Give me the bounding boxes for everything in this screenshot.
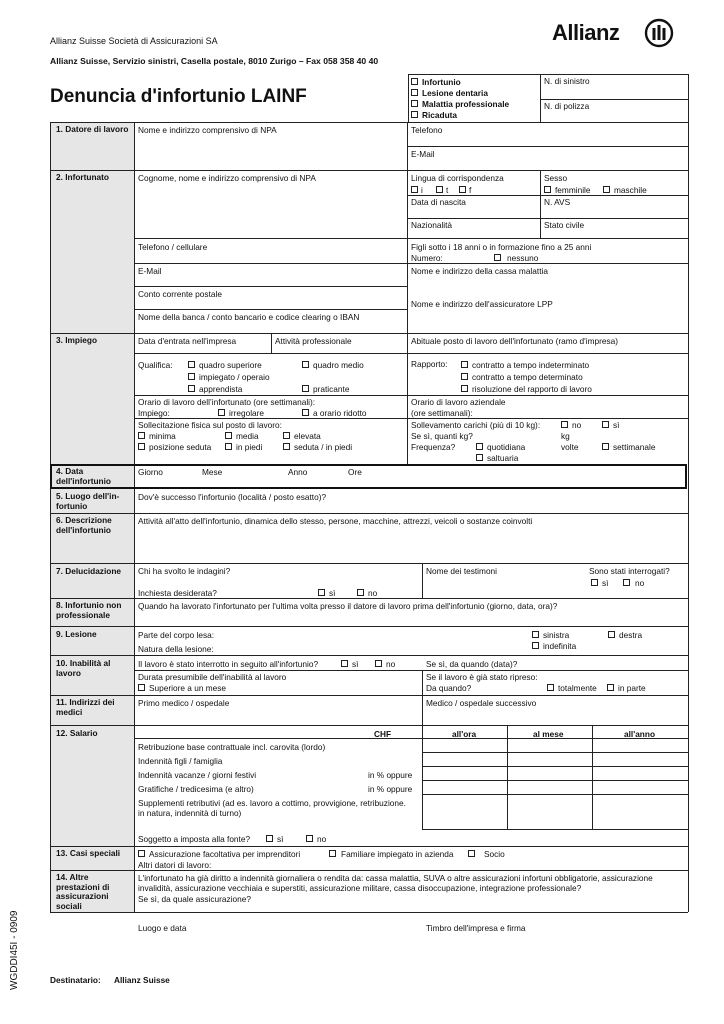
interrogated-label: Sono stati interrogati? xyxy=(589,566,670,576)
impiego-label: Impiego: xyxy=(138,408,170,418)
workplace-label: Abituale posto di lavoro dell'infortunato (ramo d'impresa) xyxy=(411,336,619,346)
section-6-label: 6. Descrizione dell'infortunio xyxy=(56,515,112,535)
undefined-side-checkbox[interactable] xyxy=(532,642,539,649)
tax-yes-checkbox[interactable] xyxy=(266,835,273,842)
investigator-question: Chi ha svolto le indagini? xyxy=(138,566,231,576)
day-label: Giorno xyxy=(138,467,163,477)
bonus-label: Gratifiche / tredicesima (e altro) xyxy=(138,784,254,794)
company-name: Allianz Suisse Società di Assicurazioni SA xyxy=(50,36,218,46)
form-title: Denuncia d'infortunio LAINF xyxy=(50,86,307,107)
q-senior-checkbox[interactable] xyxy=(188,361,195,368)
q-trainee-label: praticante xyxy=(313,384,350,394)
right-checkbox[interactable] xyxy=(608,631,615,638)
lang-i-label: i xyxy=(421,185,423,195)
p-standing-checkbox[interactable] xyxy=(225,443,232,450)
type-relapse-checkbox[interactable] xyxy=(411,111,418,118)
no-children-label: nessuno xyxy=(507,253,539,263)
postal-account-label: Conto corrente postale xyxy=(138,289,222,299)
chf-label: CHF xyxy=(374,729,392,739)
hour-label: Ore xyxy=(348,467,362,477)
section-9-label: 9. Lesione xyxy=(56,629,97,639)
birth-date-label: Data di nascita xyxy=(411,197,466,207)
recipient-value: Allianz Suisse xyxy=(114,975,170,985)
r-fixed-checkbox[interactable] xyxy=(461,373,468,380)
r-fixed-label: contratto a tempo determinato xyxy=(472,372,583,382)
entry-date-label: Data d'entrata nell'impresa xyxy=(138,336,237,346)
right-label: destra xyxy=(619,630,643,640)
place-date-label: Luogo e data xyxy=(138,923,187,933)
kg-unit: kg xyxy=(561,431,570,441)
col-month-label: al mese xyxy=(533,729,564,739)
activity-label: Attività professionale xyxy=(275,336,352,346)
injured-name-label: Cognome, nome e indirizzo comprensivo di NPA xyxy=(138,173,316,183)
left-label: sinistra xyxy=(543,630,570,640)
employer-name-label: Nome e indirizzo comprensivo di NPA xyxy=(138,125,277,135)
irregular-label: irregolare xyxy=(229,408,265,418)
female-checkbox[interactable] xyxy=(544,186,551,193)
col-year-label: all'anno xyxy=(624,729,656,739)
p-minimal-checkbox[interactable] xyxy=(138,432,145,439)
lang-f-label: f xyxy=(469,185,472,195)
rapporto-label: Rapporto: xyxy=(411,359,448,369)
other-benefits-line-2: invalidità, assicurazione vecchiaia e superstiti, assicurazione militare, cassa disoccupazione, integrazione professionale? xyxy=(138,883,582,893)
description-field[interactable] xyxy=(136,528,686,562)
allianz-eagle-icon xyxy=(644,18,674,48)
interrogated-no-label: no xyxy=(635,578,645,588)
place-question: Dov'è successo l'infortunio (località / posto esatto)? xyxy=(138,492,327,502)
q-apprentice-label: apprendista xyxy=(199,384,243,394)
other-benefits-line-3: Se sì, da quale assicurazione? xyxy=(138,894,252,904)
lifting-no-checkbox[interactable] xyxy=(561,421,568,428)
c-entrepreneur-label: Assicurazione facoltativa per imprenditori xyxy=(149,849,301,859)
r-termination-label: risoluzione del rapporto di lavoro xyxy=(472,384,592,394)
interrupted-no-label: no xyxy=(386,659,396,669)
company-hours-label: Orario di lavoro aziendale xyxy=(411,397,506,407)
company-hours-weekly-label: (ore settimanali): xyxy=(411,408,473,418)
lifting-yes-label: sì xyxy=(613,420,620,430)
holiday-pct-label: in % oppure xyxy=(368,770,413,780)
injured-email-label: E-Mail xyxy=(138,266,162,276)
body-part-label: Parte del corpo lesa: xyxy=(138,630,215,640)
freq-occasional-checkbox[interactable] xyxy=(476,454,483,461)
r-permanent-checkbox[interactable] xyxy=(461,361,468,368)
over-month-checkbox[interactable] xyxy=(138,684,145,691)
p-standing-label: in piedi xyxy=(236,442,263,452)
over-month-label: Superiore a un mese xyxy=(149,683,227,693)
interrogated-yes-label: sì xyxy=(602,578,609,588)
hours-label: Orario di lavoro dell’infortunato (ore settimanali): xyxy=(138,397,316,407)
inquiry-no-label: no xyxy=(368,588,378,598)
inquiry-yes-label: sì xyxy=(329,588,336,598)
left-checkbox[interactable] xyxy=(532,631,539,638)
form-code: WGDDI45I - 0909 xyxy=(9,910,20,990)
reduced-hours-checkbox[interactable] xyxy=(302,409,309,416)
interrupted-question: Il lavoro è stato interrotto in seguito all'infortunio? xyxy=(138,659,319,669)
freq-weekly-label: settimanale xyxy=(613,442,656,452)
c-partner-checkbox[interactable] xyxy=(468,850,475,857)
employer-email-label: E-Mail xyxy=(411,149,435,159)
family-allowance-label: Indennità figli / famiglia xyxy=(138,756,223,766)
inquiry-no-checkbox[interactable] xyxy=(357,589,364,596)
type-dental-checkbox[interactable] xyxy=(411,89,418,96)
health-fund-label: Nome e indirizzo della cassa malattia xyxy=(411,266,548,276)
freq-occasional-label: saltuaria xyxy=(487,453,519,463)
supplements-label-2: in natura, indennità di turno) xyxy=(138,808,242,818)
avs-label: N. AVS xyxy=(544,197,571,207)
p-high-label: elevata xyxy=(294,431,321,441)
type-infortunio-checkbox[interactable] xyxy=(411,78,418,85)
brand-logo-text: Allianz xyxy=(552,20,620,45)
year-label: Anno xyxy=(288,467,308,477)
lifting-no-label: no xyxy=(572,420,582,430)
c-entrepreneur-checkbox[interactable] xyxy=(138,850,145,857)
undefined-side-label: indefinita xyxy=(543,641,577,651)
p-seated-checkbox[interactable] xyxy=(138,443,145,450)
section-4-label: 4. Data dell'infortunio xyxy=(56,466,111,486)
section-3-label: 3. Impiego xyxy=(56,335,98,345)
tax-no-label: no xyxy=(317,834,327,844)
female-label: femminile xyxy=(555,185,591,195)
policy-number-label: N. di polizza xyxy=(544,101,590,111)
reduced-hours-label: a orario ridotto xyxy=(313,408,367,418)
base-salary-label: Retribuzione base contrattuale incl. carovita (lordo) xyxy=(138,742,326,752)
p-mixed-label: seduta / in piedi xyxy=(294,442,353,452)
recipient-label: Destinatario: xyxy=(50,975,101,985)
stamp-signature-label: Timbro dell'impresa e firma xyxy=(426,923,526,933)
next-doctor-label: Medico / ospedale successivo xyxy=(426,698,537,708)
col-hour-label: all'ora xyxy=(452,729,477,739)
type-infortunio-label: Infortunio xyxy=(422,77,461,87)
policy-number-field[interactable] xyxy=(541,110,687,121)
male-checkbox[interactable] xyxy=(603,186,610,193)
p-minimal-label: minima xyxy=(149,431,176,441)
type-dental-label: Lesione dentaria xyxy=(422,88,488,98)
witness-label: Nome dei testimoni xyxy=(426,566,498,576)
male-label: maschile xyxy=(614,185,647,195)
q-middle-label: quadro medio xyxy=(313,360,364,370)
interrupted-yes-checkbox[interactable] xyxy=(341,660,348,667)
interrogated-no-checkbox[interactable] xyxy=(623,579,630,586)
freq-daily-checkbox[interactable] xyxy=(476,443,483,450)
partly-label: in parte xyxy=(618,683,646,693)
q-trainee-checkbox[interactable] xyxy=(302,385,309,392)
freq-daily-label: quotidiana xyxy=(487,442,526,452)
q-senior-label: quadro superiore xyxy=(199,360,262,370)
freq-weekly-checkbox[interactable] xyxy=(602,443,609,450)
section-8-label: 8. Infortunio non professionale xyxy=(56,600,122,620)
injured-name-field[interactable] xyxy=(136,184,406,238)
lpp-insurer-label: Nome e indirizzo dell'assicuratore LPP xyxy=(411,299,553,309)
injured-phone-label: Telefono / cellulare xyxy=(138,242,208,252)
c-partner-label: Socio xyxy=(484,849,505,859)
fully-label: totalmente xyxy=(558,683,597,693)
section-2-label: 2. Infortunato xyxy=(56,172,110,182)
interrogated-yes-checkbox[interactable] xyxy=(591,579,598,586)
p-seated-label: posizione seduta xyxy=(149,442,212,452)
inquiry-label: Inchiesta desiderata? xyxy=(138,588,217,598)
holiday-allowance-label: Indennità vacanze / giorni festivi xyxy=(138,770,257,780)
service-address: Allianz Suisse, Servizio sinistri, Casella postale, 8010 Zurigo – Fax 058 358 40 40 xyxy=(50,56,379,66)
lang-t-label: t xyxy=(446,185,449,195)
q-employee-checkbox[interactable] xyxy=(188,373,195,380)
section-10-label: 10. Inabilità al lavoro xyxy=(56,658,111,678)
tax-no-checkbox[interactable] xyxy=(306,835,313,842)
since-when-label: Se sì, da quando (data)? xyxy=(426,659,518,669)
p-medium-checkbox[interactable] xyxy=(225,432,232,439)
q-middle-checkbox[interactable] xyxy=(302,361,309,368)
duration-label: Durata presumibile dell'inabilità al lavoro xyxy=(138,672,287,682)
r-permanent-label: contratto a tempo indeterminato xyxy=(472,360,590,370)
other-benefits-line-1: L'infortunato ha già diritto a indennità giornaliera o rendita da: cassa malattia, SUVA o altre assicurazioni infortuni obbligatorie, assicurazione xyxy=(138,873,653,883)
lifting-label: Sollevamento carichi (più di 10 kg): xyxy=(411,420,541,430)
qualifica-label: Qualifica: xyxy=(138,360,173,370)
month-label: Mese xyxy=(202,467,223,477)
lifting-yes-checkbox[interactable] xyxy=(602,421,609,428)
p-high-checkbox[interactable] xyxy=(283,432,290,439)
physical-label: Sollecitazione fisica sul posto di lavoro: xyxy=(138,420,282,430)
q-apprentice-checkbox[interactable] xyxy=(188,385,195,392)
c-family-label: Familiare impiegato in azienda xyxy=(341,849,454,859)
claim-number-field[interactable] xyxy=(541,86,687,98)
withholding-tax-label: Soggetto a imposta alla fonte? xyxy=(138,834,251,844)
children-number-label: Numero: xyxy=(411,253,443,263)
civil-status-label: Stato civile xyxy=(544,220,585,230)
inquiry-yes-checkbox[interactable] xyxy=(318,589,325,596)
section-1-label: 1. Datore di lavoro xyxy=(56,124,129,134)
partly-checkbox[interactable] xyxy=(607,684,614,691)
type-relapse-label: Ricaduta xyxy=(422,110,458,120)
bonus-pct-label: in % oppure xyxy=(368,784,413,794)
irregular-checkbox[interactable] xyxy=(218,409,225,416)
other-employers-label: Altri datori di lavoro: xyxy=(138,860,212,870)
frequency-label: Frequenza? xyxy=(411,442,456,452)
section-5-label: 5. Luogo dell'in- fortunio xyxy=(56,491,120,511)
lang-i-checkbox[interactable] xyxy=(411,186,418,193)
type-occupational-checkbox[interactable] xyxy=(411,100,418,107)
first-doctor-label: Primo medico / ospedale xyxy=(138,698,230,708)
q-employee-label: impiegato / operaio xyxy=(199,372,270,382)
lang-f-checkbox[interactable] xyxy=(459,186,466,193)
section-13-label: 13. Casi speciali xyxy=(56,848,121,858)
children-label: Figli sotto i 18 anni o in formazione fino a 25 anni xyxy=(411,242,592,252)
sex-label: Sesso xyxy=(544,173,568,183)
nonwork-question: Quando ha lavorato l'infortunato per l'ultima volta presso il datore di lavoro prima dell'infortunio (giorno, data, ora)? xyxy=(138,601,558,611)
fully-checkbox[interactable] xyxy=(547,684,554,691)
tax-yes-label: sì xyxy=(277,834,284,844)
language-label: Lingua di corrispondenza xyxy=(411,173,504,183)
interrupted-yes-label: sì xyxy=(352,659,359,669)
interrupted-no-checkbox[interactable] xyxy=(375,660,382,667)
resumed-from-label: Da quando? xyxy=(426,683,472,693)
section-14-label: 14. Altre prestazioni di assicurazioni sociali xyxy=(56,872,110,911)
freq-times-label: volte xyxy=(561,442,579,452)
resumed-label: Se il lavoro è già stato ripreso: xyxy=(426,672,538,682)
type-occupational-label: Malattia professionale xyxy=(422,99,510,109)
injury-nature-label: Natura della lesione: xyxy=(138,644,214,654)
description-question: Attività all'atto dell'infortunio, dinamica dello stesso, persone, macchine, attrezzi, veicoli o sostanze coinvolti xyxy=(138,516,533,526)
employer-phone-label: Telefono xyxy=(411,125,443,135)
no-children-checkbox[interactable] xyxy=(494,254,501,261)
employer-name-field[interactable] xyxy=(136,136,406,170)
section-11-label: 11. Indirizzi dei medici xyxy=(56,697,115,717)
section-12-label: 12. Salario xyxy=(56,728,98,738)
p-medium-label: media xyxy=(236,431,259,441)
supplements-label-1: Supplementi retributivi (ad es. lavoro a cottimo, provvigione, retribuzione. xyxy=(138,798,406,808)
section-7-label: 7. Delucidazione xyxy=(56,566,122,576)
c-family-checkbox[interactable] xyxy=(329,850,336,857)
bank-label: Nome della banca / conto bancario e codice clearing o IBAN xyxy=(138,312,360,322)
nationality-label: Nazionalità xyxy=(411,220,453,230)
p-mixed-checkbox[interactable] xyxy=(283,443,290,450)
lifting-kg-label: Se sì, quanti kg? xyxy=(411,431,473,441)
claim-number-label: N. di sinistro xyxy=(544,76,590,86)
lang-t-checkbox[interactable] xyxy=(436,186,443,193)
r-termination-checkbox[interactable] xyxy=(461,385,468,392)
